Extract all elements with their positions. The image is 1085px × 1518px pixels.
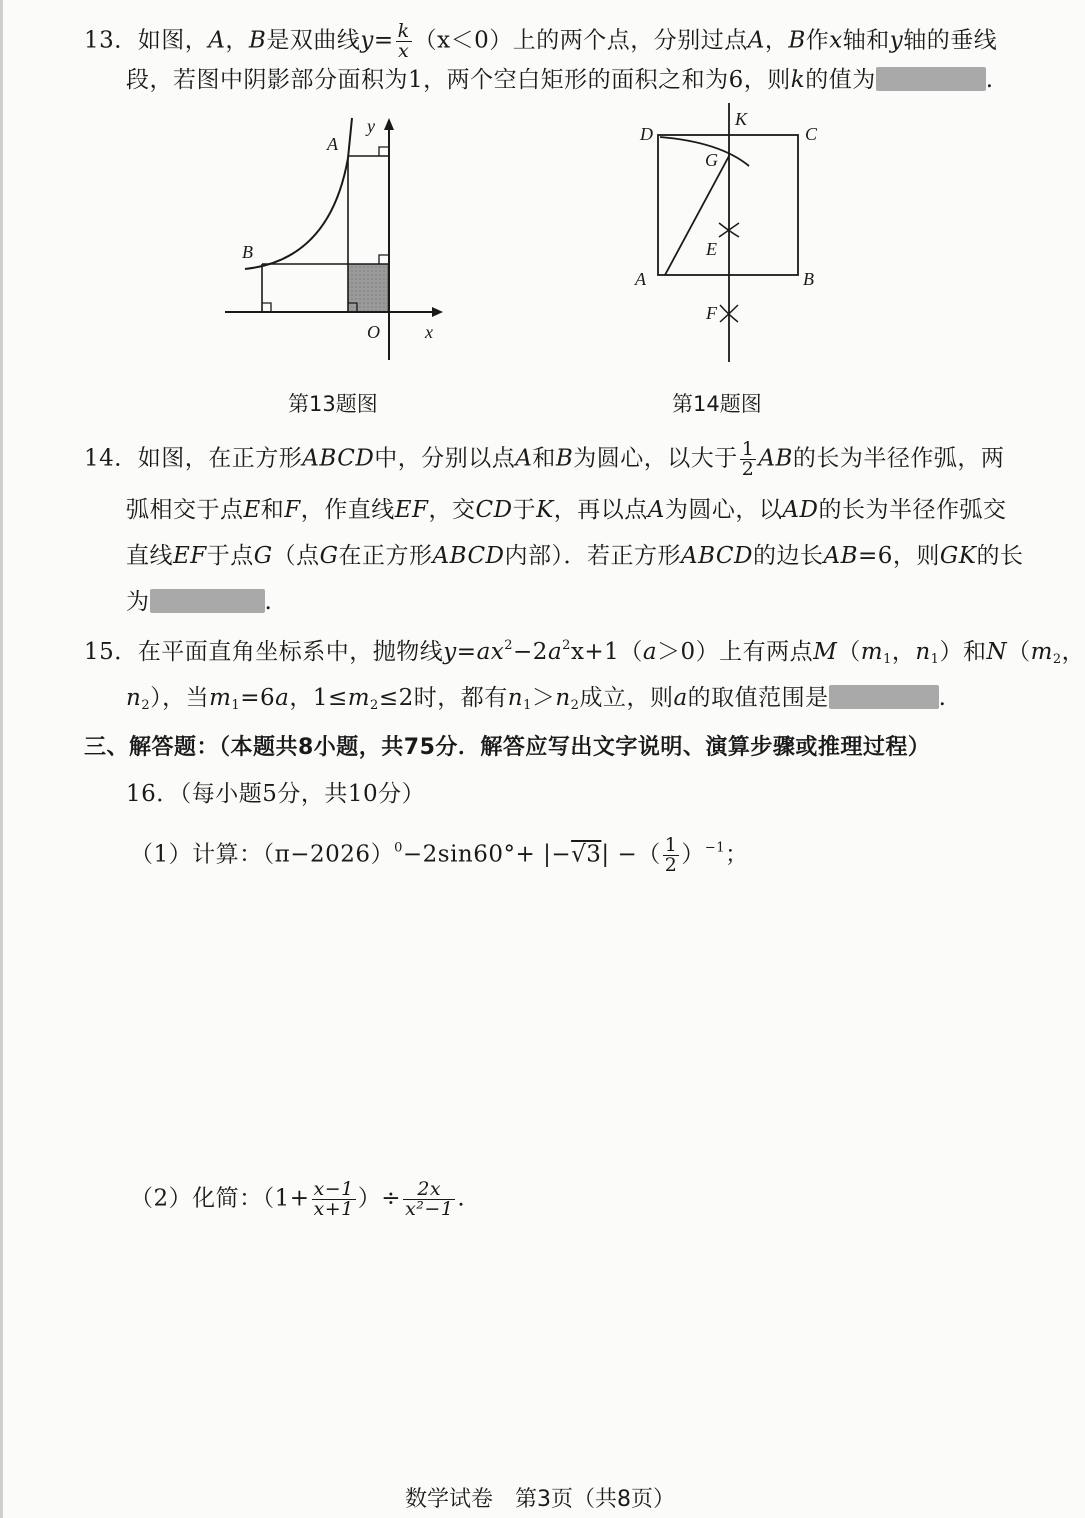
point-M: M: [813, 639, 838, 665]
q16-text: （1）计算：（: [130, 841, 275, 868]
q13-line1: [84, 22, 997, 61]
square-name: ABCD: [432, 543, 505, 569]
q14-line3: [126, 540, 1023, 572]
segment-GK: GK: [939, 543, 977, 569]
period: .: [457, 1185, 466, 1212]
q14-text: （点: [272, 543, 320, 569]
q13-text: 作: [805, 27, 830, 54]
figure-13-caption: 第13题图: [288, 392, 378, 416]
label-A: A: [327, 134, 338, 154]
q13-text: 如图，: [137, 27, 209, 54]
label-A: A: [635, 269, 646, 289]
answer-blank: [829, 685, 939, 709]
subscript: 2: [1052, 652, 1062, 667]
q15-number: 15．: [84, 639, 138, 665]
q15-text: =6: [240, 685, 276, 711]
q13-number: 13．: [84, 27, 138, 54]
section-3-title: 三、解答题：（本题共8小题，共75分．解答应写出文字说明、演算步骤或推理过程）: [84, 735, 931, 760]
period: .: [985, 67, 994, 93]
point-F: F: [284, 497, 301, 523]
q16-header: 16．（每小题5分，共10分）: [126, 781, 426, 807]
q15-text: （: [1007, 639, 1031, 665]
q15-text: ＞: [531, 685, 556, 711]
subscript: 1: [883, 652, 892, 667]
period: .: [938, 685, 947, 711]
half-fraction: [663, 836, 680, 875]
q15-text: −2: [513, 639, 548, 665]
q13-text: 的值为: [805, 67, 876, 93]
point-B: B: [555, 445, 574, 472]
subscript: 2: [570, 698, 580, 713]
square-name: ABCD: [680, 543, 753, 569]
q16-text: −2026）: [290, 841, 395, 868]
q14-text: 的长: [976, 543, 1024, 569]
label-x: x: [425, 322, 433, 342]
segment-CD: CD: [475, 497, 513, 523]
point-A: A: [647, 497, 665, 523]
term-ax: ax: [476, 639, 505, 665]
var-m: m: [1030, 639, 1053, 665]
q13-text: 轴的垂线: [903, 27, 998, 54]
point-A: A: [515, 445, 533, 472]
k-over-x-fraction: [396, 22, 412, 61]
fraction-numerator: k: [397, 20, 410, 42]
q15-text: ），当: [150, 685, 210, 711]
q14-line2: [126, 494, 1006, 526]
point-G: G: [319, 543, 339, 569]
fraction-x-minus-1-over-x-plus-1: [312, 1180, 356, 1219]
q15-text: ＞0）上有两点: [657, 639, 814, 665]
x-axis-arrow-icon: [432, 307, 443, 317]
q15-text: 成立，则: [579, 685, 674, 711]
exponent: 2: [562, 638, 571, 653]
q13-text: ，: [225, 27, 249, 54]
y-axis-arrow-icon: [384, 118, 394, 130]
subscript: 2: [141, 698, 151, 713]
fraction-denominator: 2: [664, 854, 678, 876]
point-B: B: [788, 27, 806, 54]
q15-text: ，: [1061, 639, 1085, 665]
point-E: E: [243, 497, 261, 523]
exponent: −1: [704, 840, 726, 856]
q14-text: 的长为半径作弧，两: [792, 445, 1005, 472]
segment-AB: AB: [758, 445, 793, 472]
subscript: 1: [930, 652, 940, 667]
right-angle-mark: [379, 255, 389, 264]
half-fraction: [740, 440, 757, 479]
page-footer: 数学试卷 第3页（共8页）: [405, 1487, 675, 1512]
fraction-numerator: 1: [741, 438, 755, 460]
q14-text: 的边长: [752, 543, 824, 569]
square-name: ABCD: [302, 445, 375, 472]
q16-text: | −（: [601, 841, 661, 868]
q16-part1: [130, 836, 749, 875]
figure-14-caption: 第14题图: [672, 392, 762, 416]
pi-symbol: π: [274, 841, 291, 868]
q15-line2: [126, 682, 946, 714]
point-A: A: [747, 27, 765, 54]
label-F: F: [706, 303, 717, 323]
q15-text: 在平面直角坐标系中，抛物线: [137, 639, 444, 665]
var-a: a: [275, 685, 290, 711]
q14-text: 弧相交于点: [126, 497, 244, 523]
q16-text: ）: [681, 841, 705, 868]
q14-line1: [84, 440, 1004, 479]
point-K: K: [536, 497, 554, 523]
var-a: a: [673, 685, 688, 711]
point-G: G: [253, 543, 273, 569]
right-angle-mark: [379, 147, 389, 156]
q14-text: 在正方形: [338, 543, 433, 569]
q14-text: 直线: [126, 543, 173, 569]
answer-blank: [150, 589, 265, 613]
answer-blank: [876, 67, 986, 91]
q15-text: 的取值范围是: [687, 685, 829, 711]
q16-text: （2）化简：（1+: [130, 1185, 310, 1212]
q14-text: 为: [126, 589, 150, 615]
subscript: 2: [370, 698, 379, 713]
label-C: C: [805, 124, 818, 144]
segment-AD: AD: [782, 497, 819, 523]
q14-text: =6，则: [857, 543, 940, 569]
q16-text: ）÷: [357, 1185, 402, 1212]
label-B: B: [242, 242, 253, 262]
q15-text: ）和: [939, 639, 987, 665]
q13-text: 轴和: [842, 27, 890, 54]
q14-text: ，再以点: [553, 497, 648, 523]
q14-text: 为圆心，以: [664, 497, 783, 523]
right-angle-mark: [262, 303, 271, 312]
label-y: y: [367, 116, 375, 136]
q14-text: 内部）．若正方形: [504, 543, 681, 569]
q14-text: 如图，在正方形: [137, 445, 303, 472]
q14-text: ，作直线: [300, 497, 395, 523]
q14-number: 14．: [84, 445, 138, 472]
var-k: k: [790, 67, 806, 93]
q14-text: ，交: [428, 497, 476, 523]
q14-text: 于: [512, 497, 537, 523]
q16-part2: [130, 1180, 465, 1219]
exponent: 2: [504, 638, 514, 653]
subscript: 1: [231, 698, 241, 713]
point-A: A: [208, 27, 226, 54]
figure-13: [215, 110, 455, 372]
fraction-2x-over-x2-minus-1: [403, 1180, 455, 1219]
period: .: [264, 589, 273, 615]
line-EF: EF: [173, 543, 207, 569]
point-B: B: [248, 27, 267, 54]
var-m: m: [347, 685, 371, 711]
figure-14: [625, 100, 825, 370]
segment-AB: AB: [823, 543, 858, 569]
var-y: y: [889, 27, 904, 54]
q13-text: （x＜0）上的两个点，分别过点: [413, 27, 748, 54]
q16-text: ；: [725, 841, 749, 868]
q14-text: 和: [532, 445, 556, 472]
q14-text: 的长为半径作弧交: [818, 497, 1007, 523]
var-m: m: [860, 639, 884, 665]
fraction-numerator: 2x: [403, 1180, 455, 1200]
label-K: K: [735, 109, 748, 129]
q15-text: （: [837, 639, 861, 665]
q15-line1: [84, 636, 1085, 668]
fraction-denominator: x²−1: [405, 1198, 454, 1220]
q14-text: 于点: [206, 543, 254, 569]
subscript: 1: [523, 698, 532, 713]
q14-text: 和: [260, 497, 285, 523]
q14-text: 为圆心，以大于: [573, 445, 738, 472]
var-n: n: [507, 685, 524, 711]
var-a: a: [547, 639, 563, 665]
equals: =: [456, 639, 477, 665]
q15-text: ，1≤: [289, 685, 348, 711]
var-m: m: [209, 685, 232, 711]
fraction-numerator: x−1: [313, 1178, 354, 1200]
q16-text: −2sin60°+ |−: [402, 841, 572, 868]
point-N: N: [986, 639, 1008, 665]
fraction-numerator: 1: [664, 834, 678, 856]
label-E: E: [706, 239, 717, 259]
q15-text: ，: [891, 639, 916, 665]
fraction-denominator: x+1: [313, 1198, 354, 1220]
var-n: n: [555, 685, 571, 711]
q14-line4: [126, 586, 272, 618]
q15-text: ≤2时，都有: [378, 685, 508, 711]
q13-text: ，: [764, 27, 789, 54]
var-a: a: [642, 639, 658, 665]
label-O: O: [367, 322, 380, 342]
q14-text: 中，分别以点: [374, 445, 516, 472]
exponent: 0: [394, 840, 403, 856]
page-edge: [0, 0, 3, 1518]
var-y: y: [360, 27, 374, 54]
var-x: x: [829, 27, 843, 54]
equals: =: [373, 27, 394, 54]
var-y: y: [443, 639, 457, 665]
fraction-denominator: x: [397, 40, 410, 62]
q13-text: 是双曲线: [266, 27, 361, 54]
line-EF: EF: [394, 497, 429, 523]
fraction-denominator: 2: [741, 458, 755, 480]
label-G: G: [705, 150, 718, 170]
segment-AG: [665, 156, 729, 275]
sqrt-3: √3: [571, 841, 602, 868]
var-n: n: [915, 639, 931, 665]
q13-line2: [126, 64, 994, 96]
label-B: B: [803, 269, 814, 289]
label-D: D: [640, 124, 653, 144]
shaded-region: [348, 264, 388, 312]
q15-text: x+1（: [570, 639, 643, 665]
q13-text: 段，若图中阴影部分面积为1，两个空白矩形的面积之和为6，则: [126, 67, 791, 93]
var-n: n: [126, 685, 142, 711]
